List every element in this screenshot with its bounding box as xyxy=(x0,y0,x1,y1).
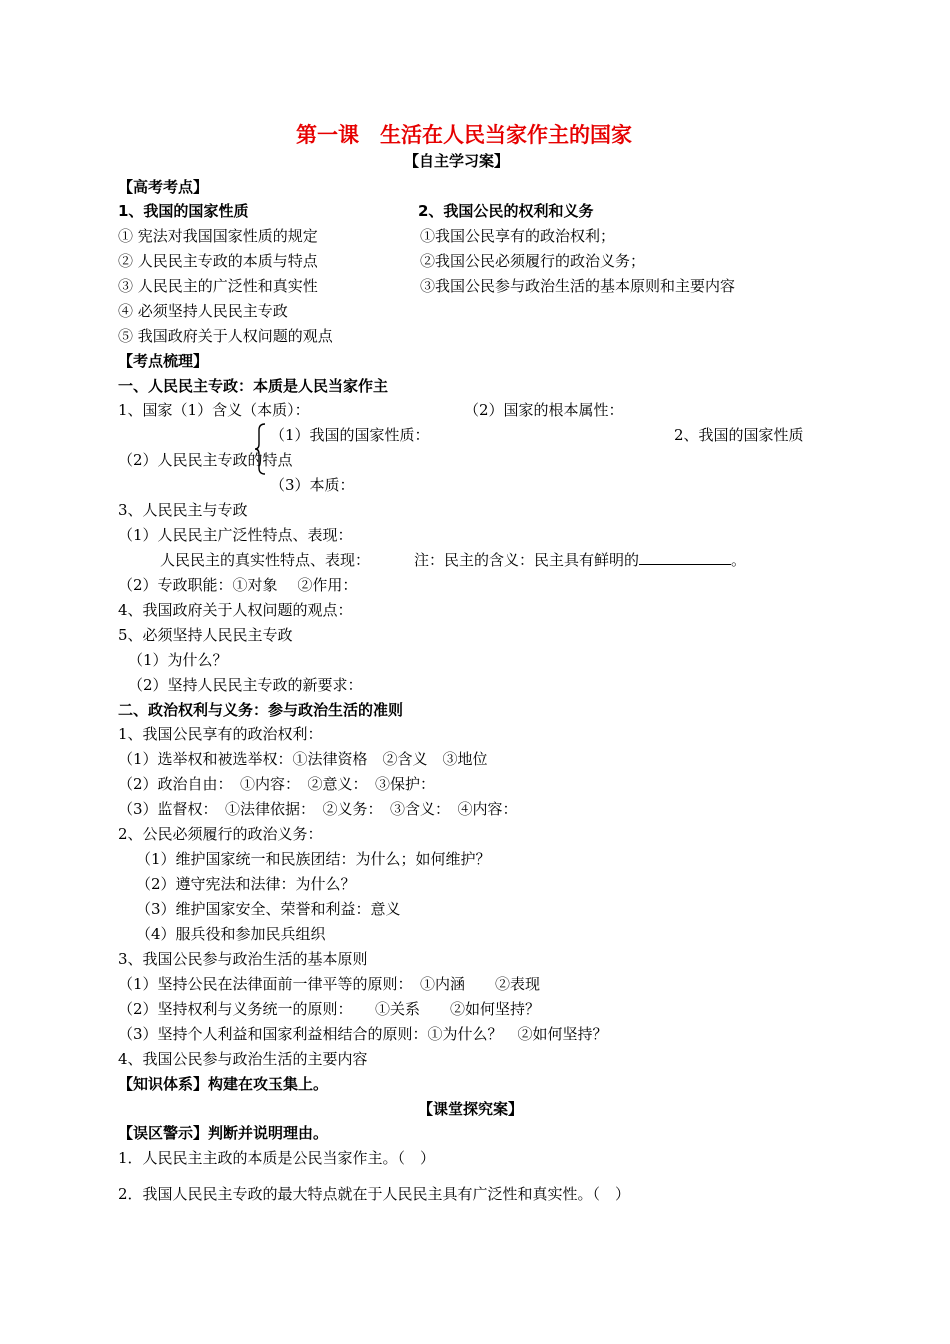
review-line: （2）坚持人民民主专政的新要求： xyxy=(128,676,363,694)
classroom-heading: 【课堂探究案】 xyxy=(418,1100,524,1118)
review-line: 3、人民民主与专政 xyxy=(118,501,248,519)
review-line: （2）政治自由： ①内容： ②意义： ③保护： xyxy=(118,775,436,793)
section-heading-2: 二、政治权利与义务：参与政治生活的准则 xyxy=(118,701,404,719)
review-line: （3）本质： xyxy=(270,476,355,494)
col1-item: ④ 必须坚持人民民主专政 xyxy=(118,302,288,320)
review-header: 【考点梳理】 xyxy=(118,352,209,370)
col1-item: ① 宪法对我国国家性质的规定 xyxy=(118,227,318,245)
col2-item: ③我国公民参与政治生活的基本原则和主要内容 xyxy=(420,277,736,295)
review-line: 2、公民必须履行的政治义务： xyxy=(118,825,323,843)
col1-title: 1、我国的国家性质 xyxy=(118,202,249,220)
review-line: 1、我国公民享有的政治权利： xyxy=(118,725,323,743)
review-line: （1）为什么？ xyxy=(128,651,228,669)
review-line: 3、我国公民参与政治生活的基本原则 xyxy=(118,950,368,968)
subtitle: 【自主学习案】 xyxy=(404,152,510,170)
review-note-end: 。 xyxy=(731,551,747,569)
review-note xyxy=(414,551,746,569)
review-line: （2）坚持权利与义务统一的原则： ①关系 ②如何坚持？ xyxy=(118,1000,541,1018)
question-2: 2．我国人民民主专政的最大特点就在于人民民主具有广泛性和真实性。（ ） xyxy=(118,1185,631,1203)
section-heading-1: 一、人民民主专政：本质是人民当家作主 xyxy=(118,377,389,395)
review-line: （2）专政职能：①对象 ②作用： xyxy=(118,576,358,594)
col1-item: ③ 人民民主的广泛性和真实性 xyxy=(118,277,318,295)
review-line: （3）坚持个人利益和国家利益相结合的原则：①为什么？ ②如何坚持？ xyxy=(118,1025,608,1043)
review-line: （3）维护国家安全、荣誉和利益：意义 xyxy=(136,900,401,918)
exam-points-header: 【高考考点】 xyxy=(118,178,209,196)
review-line: （1）我国的国家性质： xyxy=(270,426,430,444)
review-line: （2）遵守宪法和法律：为什么？ xyxy=(136,875,356,893)
review-note-text: 注：民主的含义：民主具有鲜明的 xyxy=(414,551,640,569)
fill-in-blank[interactable] xyxy=(639,552,731,565)
review-line: （1）维护国家统一和民族团结：为什么；如何维护？ xyxy=(136,850,491,868)
review-line: （1）选举权和被选举权：①法律资格 ②含义 ③地位 xyxy=(118,750,488,768)
review-line: 人民民主的真实性特点、表现： xyxy=(160,551,371,569)
review-line: （3）监督权： ①法律依据： ②义务： ③含义： ④内容： xyxy=(118,800,518,818)
review-line: （1）人民民主广泛性特点、表现： xyxy=(118,526,353,544)
review-line: （2）国家的根本属性： xyxy=(464,401,624,419)
col1-item: ② 人民民主专政的本质与特点 xyxy=(118,252,318,270)
col2-item: ②我国公民必须履行的政治义务； xyxy=(420,252,646,270)
review-line: 1、国家（1）含义（本质）： xyxy=(118,401,310,419)
col2-item: ①我国公民享有的政治权利； xyxy=(420,227,616,245)
review-line: 2、我国的国家性质 xyxy=(674,426,804,444)
question-1: 1．人民民主主政的本质是公民当家作主。（ ） xyxy=(118,1149,436,1167)
misconception-header: 【误区警示】判断并说明理由。 xyxy=(118,1124,329,1142)
knowledge-system: 【知识体系】构建在攻玉集上。 xyxy=(118,1075,329,1093)
col1-item: ⑤ 我国政府关于人权问题的观点 xyxy=(118,327,333,345)
review-line: （4）服兵役和参加民兵组织 xyxy=(136,925,326,943)
col2-title: 2、我国公民的权利和义务 xyxy=(418,202,594,220)
review-line: （1）坚持公民在法律面前一律平等的原则： ①内涵 ②表现 xyxy=(118,975,541,993)
review-line: 4、我国公民参与政治生活的主要内容 xyxy=(118,1050,368,1068)
review-line: 5、必须坚持人民民主专政 xyxy=(118,626,293,644)
page-title: 第一课 生活在人民当家作主的国家 xyxy=(296,123,632,147)
review-line: （2）人民民主专政的特点 xyxy=(118,451,293,469)
review-line: 4、我国政府关于人权问题的观点： xyxy=(118,601,353,619)
